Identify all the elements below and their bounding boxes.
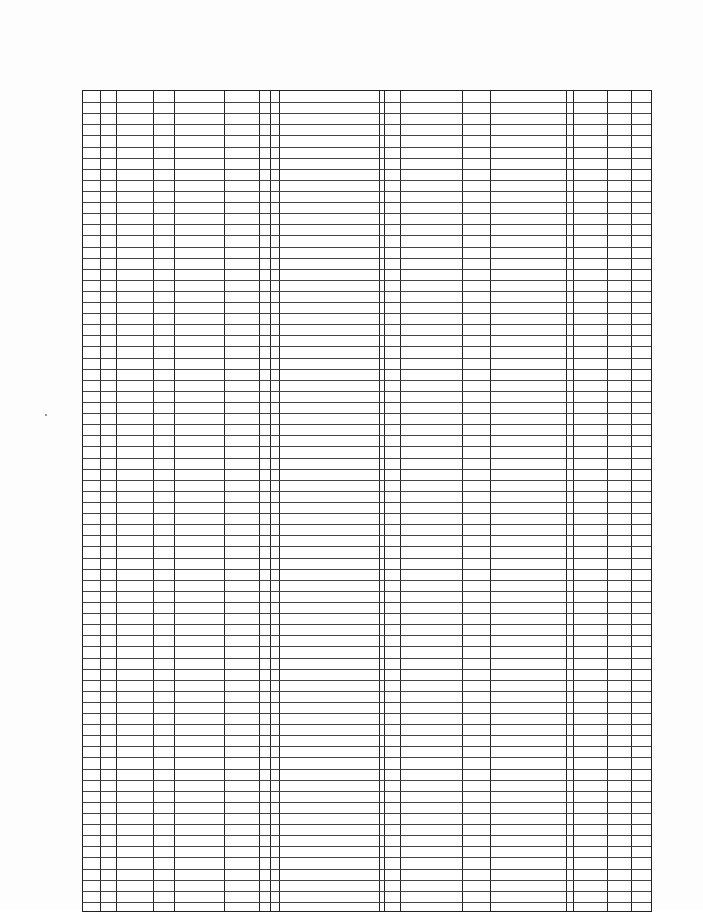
row-divider bbox=[83, 724, 651, 725]
row-divider bbox=[83, 191, 651, 192]
row-divider bbox=[83, 369, 651, 370]
row-divider bbox=[83, 202, 651, 203]
row-divider bbox=[83, 402, 651, 403]
row-divider bbox=[83, 902, 651, 903]
scan-speck bbox=[45, 414, 47, 416]
row-divider bbox=[83, 691, 651, 692]
row-divider bbox=[83, 302, 651, 303]
row-divider bbox=[83, 835, 651, 836]
row-divider bbox=[83, 446, 651, 447]
row-divider bbox=[83, 180, 651, 181]
row-divider bbox=[83, 224, 651, 225]
row-divider bbox=[83, 891, 651, 892]
row-divider bbox=[83, 102, 651, 103]
row-divider bbox=[83, 769, 651, 770]
row-divider bbox=[83, 757, 651, 758]
row-divider bbox=[83, 502, 651, 503]
row-divider bbox=[83, 480, 651, 481]
row-divider bbox=[83, 880, 651, 881]
row-divider bbox=[83, 158, 651, 159]
row-divider bbox=[83, 802, 651, 803]
row-divider bbox=[83, 413, 651, 414]
row-divider bbox=[83, 124, 651, 125]
row-divider bbox=[83, 658, 651, 659]
row-divider bbox=[83, 613, 651, 614]
row-divider bbox=[83, 235, 651, 236]
row-divider bbox=[83, 680, 651, 681]
row-divider bbox=[83, 113, 651, 114]
row-divider bbox=[83, 869, 651, 870]
row-divider bbox=[83, 424, 651, 425]
row-divider bbox=[83, 513, 651, 514]
row-divider bbox=[83, 780, 651, 781]
row-divider bbox=[83, 602, 651, 603]
row-divider bbox=[83, 857, 651, 858]
row-divider bbox=[83, 580, 651, 581]
row-divider bbox=[83, 335, 651, 336]
row-divider bbox=[83, 291, 651, 292]
row-divider bbox=[83, 247, 651, 248]
row-divider bbox=[83, 469, 651, 470]
row-divider bbox=[83, 458, 651, 459]
data-table bbox=[82, 90, 652, 912]
row-divider bbox=[83, 646, 651, 647]
row-divider bbox=[83, 346, 651, 347]
row-divider bbox=[83, 813, 651, 814]
row-divider bbox=[83, 524, 651, 525]
row-divider bbox=[83, 624, 651, 625]
row-divider bbox=[83, 213, 651, 214]
row-divider bbox=[83, 358, 651, 359]
row-divider bbox=[83, 791, 651, 792]
row-divider bbox=[83, 380, 651, 381]
row-divider bbox=[83, 669, 651, 670]
row-divider bbox=[83, 258, 651, 259]
row-divider bbox=[83, 746, 651, 747]
row-divider bbox=[83, 735, 651, 736]
row-divider bbox=[83, 280, 651, 281]
row-divider bbox=[83, 824, 651, 825]
row-divider bbox=[83, 391, 651, 392]
row-divider bbox=[83, 846, 651, 847]
row-divider bbox=[83, 147, 651, 148]
row-divider bbox=[83, 435, 651, 436]
row-divider bbox=[83, 491, 651, 492]
row-divider bbox=[83, 713, 651, 714]
row-divider bbox=[83, 135, 651, 136]
row-divider bbox=[83, 635, 651, 636]
row-divider bbox=[83, 269, 651, 270]
row-divider bbox=[83, 535, 651, 536]
row-divider bbox=[83, 313, 651, 314]
row-divider bbox=[83, 169, 651, 170]
row-divider bbox=[83, 558, 651, 559]
row-divider bbox=[83, 591, 651, 592]
row-divider bbox=[83, 569, 651, 570]
row-divider bbox=[83, 702, 651, 703]
row-divider bbox=[83, 546, 651, 547]
row-divider bbox=[83, 324, 651, 325]
